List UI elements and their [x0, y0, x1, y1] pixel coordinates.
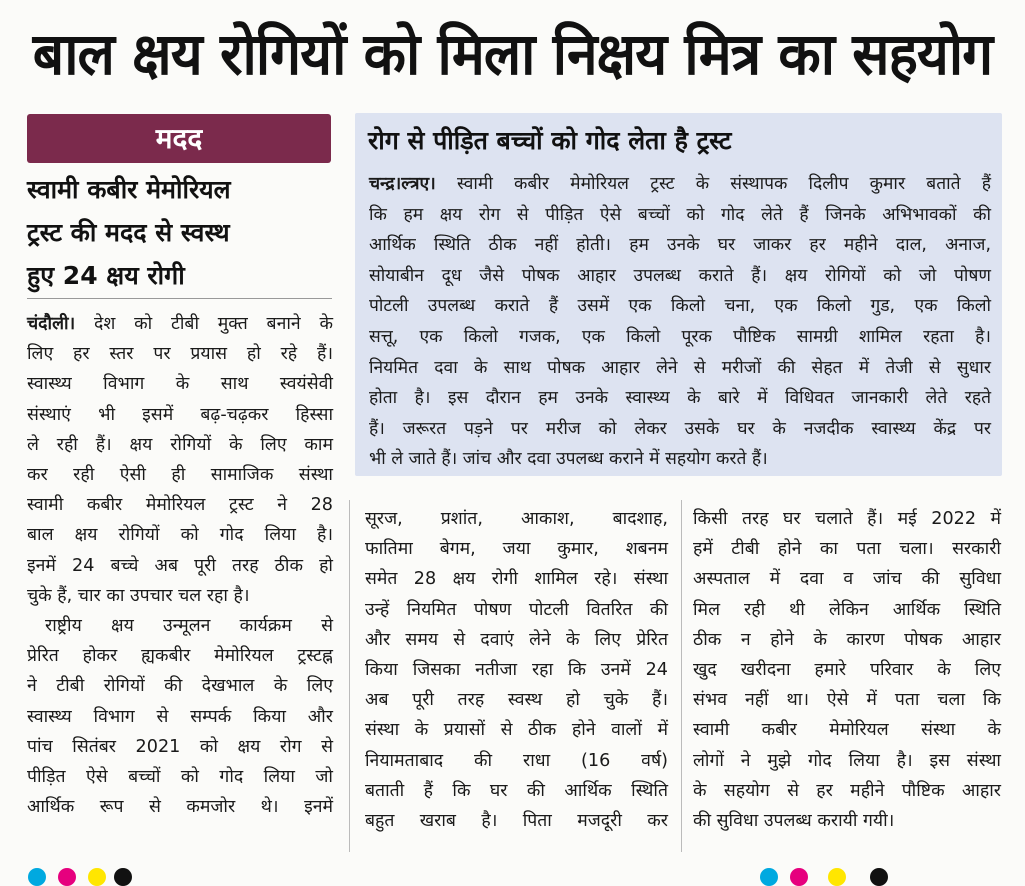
text-line: हैं। जरूरत पड़ने पर मरीज को लेकर उसके घर के नजदीक स्वास्थ्य केंद्र पर [369, 418, 991, 439]
text-line: संस्थाएं भी इसमें बढ़-चढ़कर हिस्सा [27, 404, 333, 425]
text-line: की सुविधा उपलब्ध करायी गयी। [693, 811, 895, 832]
text-line: संभव नहीं था। ऐसे में पता चला कि [693, 690, 1001, 711]
text-line: स्वामी कबीर मेमोरियल ट्रस्ट के संस्थापक दिलीप कुमार बताते हैं [435, 174, 991, 194]
dateline: चंदौली। [27, 314, 76, 334]
registration-dot-icon [88, 868, 106, 886]
text-line: लोगों ने मुझे गोद लिया है। इस संस्था [693, 750, 1001, 771]
text-line: समेत 28 क्षय रोगी शामिल रहे। संस्था [365, 569, 668, 590]
text-line: देश को टीबी मुक्त बनाने के [75, 314, 333, 334]
text-line: स्वामी कबीर मेमोरियल ट्रस्ट ने 28 [27, 495, 333, 516]
text-line: लिए हर स्तर पर प्रयास हो रहे हैं। [27, 344, 333, 365]
box-dateline: चन्द्र।ल्त्रए। [369, 174, 436, 194]
subhead-line: ट्रस्ट की मदद से स्वस्थ [27, 218, 230, 247]
text-line: ले रही हैं। क्षय रोगियों के लिए काम [27, 434, 333, 455]
box-body [369, 169, 991, 475]
text-line: कि हम क्षय रोग से पीड़ित ऐसे बच्चों को गोद लेते हैं जिनके अभिभावकों की [369, 204, 991, 225]
text-line: भी ले जाते हैं। जांच और दवा उपलब्ध कराने में सहयोग करते हैं। [369, 449, 768, 470]
text-line: होता है। इस दौरान हम उनके स्वास्थ्य के बारे में विधिवत जानकारी लेते रहते [369, 388, 991, 409]
text-line: के सहयोग से हर महीने पौष्टिक आहार [693, 780, 1001, 801]
text-line: उन्हें नियमित पोषण पोटली वितरित की [365, 599, 668, 620]
text-line: सोयाबीन दूध जैसे पोषक आहार उपलब्ध कराते हैं। क्षय रोगियों को जो पोषण [369, 265, 991, 286]
registration-dot-icon [58, 868, 76, 886]
text-line: बाल क्षय रोगियों को गोद लिया है। [27, 525, 333, 546]
text-line: अस्पताल में दवा व जांच की सुविधा [693, 569, 1001, 590]
text-line: कर रही ऐसी ही सामाजिक संस्था [27, 465, 333, 486]
text-line: सत्तू, एक किलो गजक, एक किलो पूरक पौष्टिक सामग्री शामिल रहता है। [369, 326, 991, 347]
registration-dot-icon [114, 868, 132, 886]
text-line: और समय से दवाएं लेने के लिए प्रेरित [365, 629, 668, 650]
text-line: मिल रही थी लेकिन आर्थिक स्थिति [693, 599, 1001, 620]
text-line: नियामताबाद की राधा (16 वर्ष) [365, 750, 668, 771]
text-line: खुद खरीदना हमारे परिवार के लिए [693, 660, 1001, 681]
registration-dot-icon [28, 868, 46, 886]
subheadline [27, 168, 333, 297]
registration-marks [0, 864, 1025, 881]
text-line: इनमें 24 बच्चे अब पूरी तरह ठीक हो [27, 555, 333, 576]
subhead-line: स्वामी कबीर मेमोरियल [27, 175, 231, 204]
box-title: रोग से पीड़ित बच्चों को गोद लेता है ट्रस्ट [368, 126, 732, 155]
text-line: स्वास्थ्य विभाग के साथ स्वयंसेवी [27, 374, 333, 395]
text-line: स्वामी कबीर मेमोरियल संस्था के [693, 720, 1001, 741]
text-line: प्रेरित होकर ह्यकबीर मेमोरियल ट्रस्टह्न [27, 646, 333, 667]
text-line: नियमित दवा के साथ पोषक आहार लेने से मरीजों की सेहत में तेजी से सुधार [369, 357, 991, 378]
text-line: हमें टीबी होने का पता चला। सरकारी [693, 539, 1001, 560]
text-line: आर्थिक स्थिति ठीक नहीं होती। हम उनके घर जाकर हर महीने दाल, अनाज, [369, 235, 991, 256]
text-line: किया जिसका नतीजा रहा कि उनमें 24 [365, 660, 668, 681]
text-line: आर्थिक रूप से कमजोर थे। इनमें [27, 797, 333, 818]
article-column-right [693, 504, 1001, 836]
article-column-middle [365, 504, 668, 836]
text-line: बहुत खराब है। पिता मजदूरी कर [365, 811, 668, 832]
subhead-line: हुए 24 क्षय रोगी [27, 261, 185, 290]
text-line: राष्ट्रीय क्षय उन्मूलन कार्यक्रम से [45, 616, 333, 637]
text-line: चुके हैं, चार का उपचार चल रहा है। [27, 585, 250, 606]
headline: बाल क्षय रोगियों को मिला निक्षय मित्र का सहयोग [32, 20, 993, 88]
article-column-left [27, 309, 333, 822]
text-line: स्वास्थ्य विभाग से सम्पर्क किया और [27, 706, 333, 727]
registration-dot-icon [760, 868, 778, 886]
column-rule [349, 500, 350, 852]
text-line: पांच सितंबर 2021 को क्षय रोग से [27, 736, 333, 757]
section-kicker: मदद [27, 114, 331, 163]
text-line: ठीक न होने के कारण पोषक आहार [693, 629, 1001, 650]
text-line: सूरज, प्रशांत, आकाश, बादशाह, [365, 509, 668, 529]
text-line: बताती हैं कि घर की आर्थिक स्थिति [365, 780, 668, 801]
text-line: अब पूरी तरह स्वस्थ हो चुके हैं। [365, 690, 668, 711]
text-line: ने टीबी रोगियों की देखभाल के लिए [27, 676, 333, 697]
registration-dot-icon [790, 868, 808, 886]
text-line: पोटली उपलब्ध कराते हैं उसमें एक किलो चना, एक किलो गुड, एक किलो [369, 296, 991, 317]
column-rule [681, 500, 682, 852]
text-line: पीड़ित ऐसे बच्चों को गोद लिया जो [27, 767, 333, 788]
text-line: किसी तरह घर चलाते हैं। मई 2022 में [693, 509, 1001, 529]
registration-dot-icon [870, 868, 888, 886]
registration-dot-icon [828, 868, 846, 886]
text-line: फातिमा बेगम, जया कुमार, शबनम [365, 539, 668, 560]
text-line: संस्था के प्रयासों से ठीक होने वालों में [365, 720, 668, 741]
divider [27, 298, 332, 299]
